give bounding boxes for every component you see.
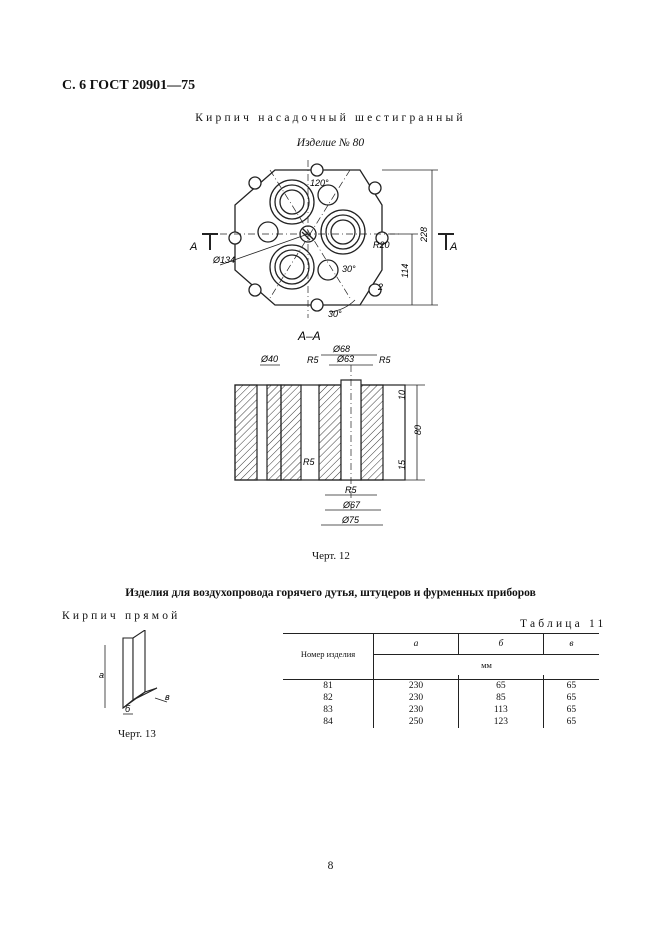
- section-label: A–A: [298, 329, 321, 343]
- section-title: Изделия для воздухопровода горячего дутья, штуцеров и фурменных приборов: [125, 587, 536, 599]
- table-row: [283, 704, 599, 716]
- section-a-a-drawing: [225, 325, 435, 535]
- cell-v: 65: [543, 716, 599, 728]
- dim-d68: Ø68: [333, 344, 351, 354]
- cell-b: 113: [458, 704, 543, 716]
- cell-num: 81: [323, 681, 333, 691]
- dim-r5d: R5: [345, 485, 357, 495]
- col-header-item: Номер изделия: [283, 634, 374, 676]
- cell-a: 250: [374, 716, 459, 728]
- cell-v: 65: [543, 704, 599, 716]
- dim-d63: Ø63: [337, 354, 355, 364]
- cell-v: 65: [543, 680, 599, 693]
- table-row: [283, 680, 599, 693]
- dim-r5a: R5: [307, 355, 319, 365]
- dim-r5b: R5: [379, 355, 391, 365]
- dim-h80: 80: [413, 424, 423, 435]
- cell-b: 123: [458, 716, 543, 728]
- col-header-b: б: [458, 634, 543, 655]
- col-header-v: в: [543, 634, 599, 655]
- section-mark-right: A: [450, 241, 458, 253]
- cell-a: 230: [374, 680, 459, 693]
- dim-h15: 15: [397, 459, 407, 470]
- table-11-title: Таблица 11: [520, 618, 607, 630]
- page-number: 8: [327, 860, 334, 872]
- dim-h10: 10: [397, 389, 407, 400]
- dim-d75: Ø75: [342, 515, 360, 525]
- cell-num: 84: [323, 717, 333, 727]
- cell-b: 85: [458, 692, 543, 704]
- dim-angle-30b: 30°: [328, 309, 342, 319]
- table-11: [283, 633, 599, 728]
- section-mark-left: A: [190, 241, 198, 253]
- table-row: [283, 692, 599, 704]
- dim-h228: 228: [419, 226, 429, 242]
- cell-b: 65: [458, 680, 543, 693]
- unit-row: мм: [374, 655, 600, 676]
- straight-brick-title: Кирпич прямой: [62, 610, 181, 622]
- straight-brick-drawing: [95, 630, 185, 720]
- dim-d134: Ø134: [213, 255, 236, 265]
- cell-v: 65: [543, 692, 599, 704]
- dim-r5c: R5: [303, 457, 315, 467]
- cell-num: 82: [323, 693, 333, 703]
- hex-brick-plan-drawing: [180, 150, 470, 325]
- dim-angle-120: 120°: [310, 178, 329, 188]
- label-b: б: [125, 704, 131, 714]
- figure-13-caption: Черт. 13: [118, 728, 156, 740]
- hex-brick-title: Кирпич насадочный шестигранный: [195, 112, 466, 124]
- dim-d67: Ø67: [343, 500, 361, 510]
- product-number: Изделие № 80: [296, 137, 365, 149]
- col-header-a: а: [374, 634, 459, 655]
- dim-d40: Ø40: [261, 354, 279, 364]
- label-v: в: [165, 692, 170, 702]
- dim-r20: R20: [373, 240, 390, 250]
- cell-a: 230: [374, 704, 459, 716]
- cell-num: 83: [323, 705, 333, 715]
- cell-a: 230: [374, 692, 459, 704]
- figure-12-caption: Черт. 12: [312, 550, 350, 562]
- dim-h114: 114: [400, 263, 410, 278]
- dim-angle-30a: 30°: [342, 264, 356, 274]
- dim-two: 2: [378, 282, 384, 292]
- document-header: С. 6 ГОСТ 20901—75: [62, 78, 196, 93]
- label-a: а: [99, 670, 105, 680]
- table-row: [283, 716, 599, 728]
